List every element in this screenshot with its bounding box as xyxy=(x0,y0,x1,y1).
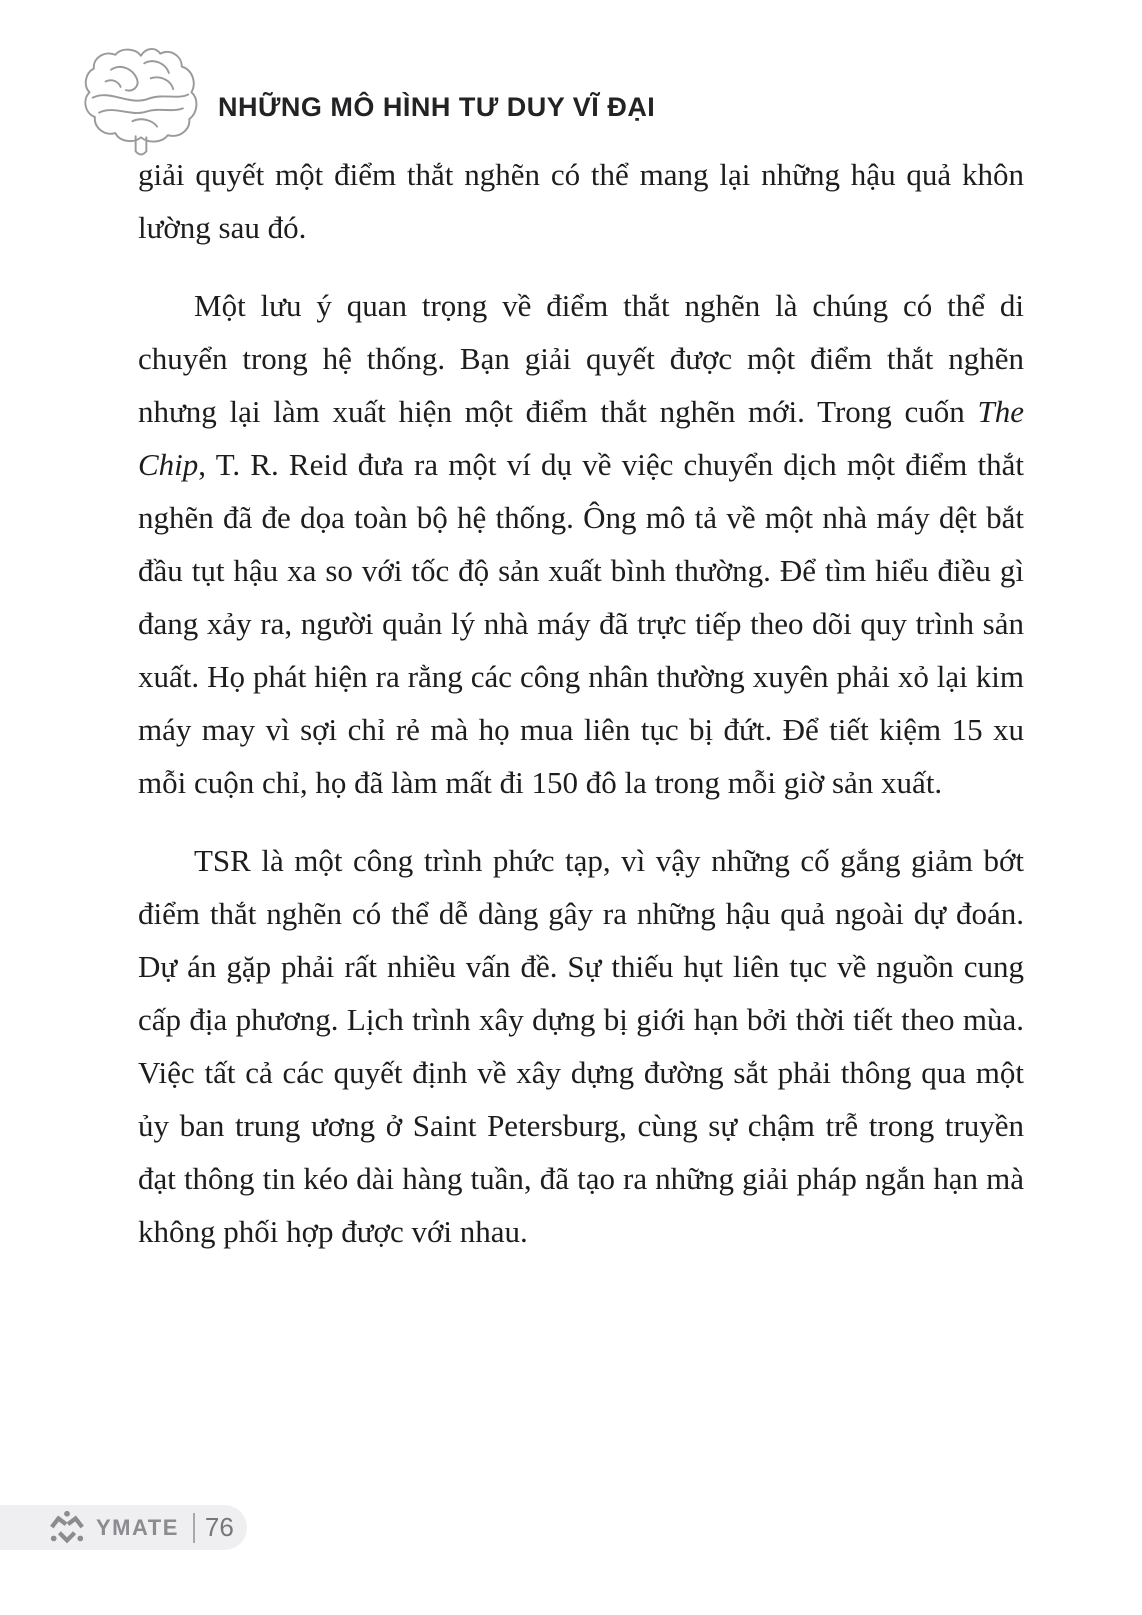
paragraph xyxy=(138,279,1024,809)
text-segment: Một lưu ý quan trọng về điểm thắt nghẽn là chúng có thể di chuyển trong hệ thống. Bạn giải quyết được một điểm thắt nghẽn nhưng lại làm xuất hiện một điểm thắt nghẽn mới. Trong cuốn xyxy=(138,288,1024,429)
text-segment: giải quyết một điểm thắt nghẽn có thể mang lại những hậu quả khôn lường sau đó. xyxy=(138,157,1024,245)
body-text xyxy=(138,148,1024,1283)
page-number: 76 xyxy=(204,1512,234,1542)
text-segment: , T. R. Reid đưa ra một ví dụ về việc chuyển dịch một điểm thắt nghẽn đã đe dọa toàn bộ hệ thống. Ông mô tả về một nhà máy dệt bắt đầu tụt hậu xa so với tốc độ sản xuất bình thường. Để tìm hiểu điều gì đang xảy ra, người quản lý nhà máy đã trực tiếp theo dõi quy trình sản xuất. Họ phát hiện ra rằng các công nhân thường xuyên phải xỏ lại kim máy may vì sợi chỉ rẻ mà họ mua liên tục bị đứt. Để tiết kiệm 15 xu mỗi cuộn chỉ, họ đã làm mất đi 150 đô la trong mỗi giờ sản xuất. xyxy=(138,447,1024,800)
brand-name: YMATE xyxy=(96,1514,179,1540)
page-title: NHỮNG MÔ HÌNH TƯ DUY VĨ ĐẠI xyxy=(218,92,656,122)
text-segment: The Chip xyxy=(138,394,1024,482)
footer-pill xyxy=(0,1505,247,1550)
page-header xyxy=(0,0,1142,160)
brain-icon xyxy=(82,46,200,160)
text-segment: TSR là một công trình phức tạp, vì vậy những cố gắng giảm bớt điểm thắt nghẽn có thể dễ dàng gây ra những hậu quả ngoài dự đoán. Dự án gặp phải rất nhiều vấn đề. Sự thiếu hụt liên tục về nguồn cung cấp địa phương. Lịch trình xây dựng bị giới hạn bởi thời tiết theo mùa. Việc tất cả các quyết định về xây dựng đường sắt phải thông qua một ủy ban trung ương ở Saint Petersburg, cùng sự chậm trễ trong truyền đạt thông tin kéo dài hàng tuần, đã tạo ra những giải pháp ngắn hạn mà không phối hợp được với nhau. xyxy=(138,843,1024,1249)
footer-divider xyxy=(193,1513,195,1543)
paragraph xyxy=(138,834,1024,1258)
paragraph xyxy=(138,148,1024,254)
ymate-logo-icon xyxy=(48,1509,86,1547)
